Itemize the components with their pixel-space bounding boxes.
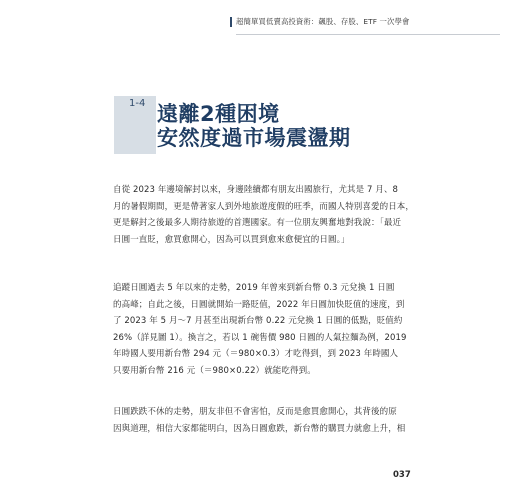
header-book-title: 超簡單買低賣高投資術：飆股、存股、ETF 一次學會 — [236, 16, 500, 35]
paragraph-line: 只要用新台幣 216 元（＝980×0.22）就能吃得到。 — [113, 365, 316, 376]
paragraph-1 — [113, 182, 413, 248]
chapter-number: 1-4 — [129, 98, 146, 109]
paragraph-line: 追蹤日圓過去 5 年以來的走勢，2019 年曾來到新台幣 0.3 元兌換 1 日圓 — [113, 283, 395, 293]
paragraph-line: 月的暑假期間，更是帶著家人到外地旅遊度假的旺季，而國人特別喜愛的日本， — [113, 201, 415, 212]
paragraph-line: 的高峰；自此之後，日圓就開始一路貶值，2022 年日圓加快貶值的速度，到 — [113, 299, 405, 310]
paragraph-2 — [113, 280, 413, 380]
paragraph-line: 日圓跌跌不休的走勢，朋友非但不會害怕，反而是愈買愈開心，其背後的原 — [113, 407, 397, 417]
chapter-title — [157, 102, 351, 150]
paragraph-line: 了 2023 年 5 月～7 月甚至出現新台幣 0.22 元兌換 1 日圓的低點，貶值約 — [113, 316, 403, 327]
header-accent-bar — [230, 17, 232, 27]
chapter-title-line-1: 遠離2種困境 — [157, 102, 280, 126]
chapter-title-line-2: 安然度過市場震盪期 — [157, 126, 351, 150]
paragraph-3 — [113, 404, 413, 437]
page-number: 037 — [393, 470, 411, 480]
paragraph-line: 自從 2023 年邊境解封以來，身邊陸續都有朋友出國旅行，尤其是 7 月、8 — [113, 185, 399, 195]
paragraph-line: 年時國人要用新台幣 294 元（＝980×0.3）才吃得到，到 2023 年時國人 — [113, 349, 399, 360]
paragraph-line: 更是解封之後最多人期待旅遊的首選國家。有一位朋友興奮地對我說：「最近 — [113, 218, 402, 229]
running-header — [230, 16, 500, 40]
paragraph-line: 日圓一直貶，愈買愈開心，因為可以買到愈來愈便宜的日圓。」 — [113, 234, 350, 245]
paragraph-line: 因與道理，相信大家都能明白，因為日圓愈跌，新台幣的購買力就愈上升，相 — [113, 423, 406, 434]
paragraph-line: 26%（詳見圖 1）。換言之，若以 1 碗售價 980 日圓的人氣拉麵為例，2019 — [113, 332, 407, 343]
